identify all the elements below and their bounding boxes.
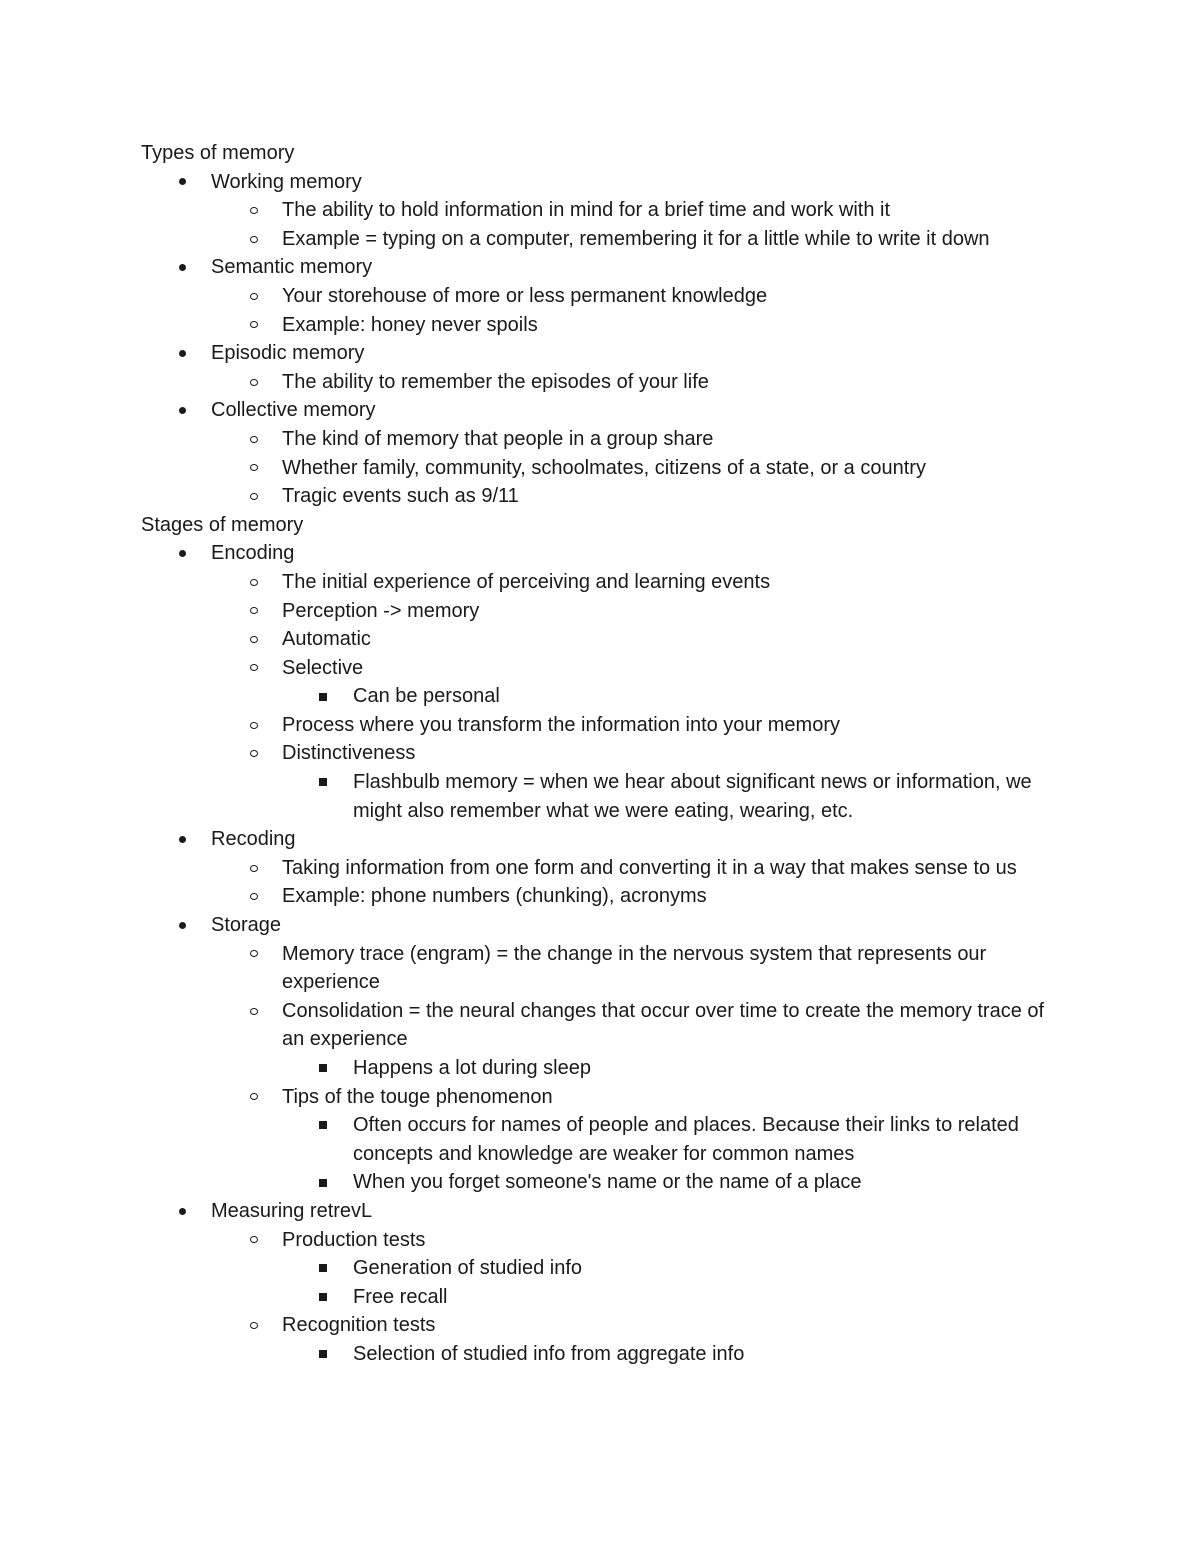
list-item <box>141 1254 1061 1283</box>
bullet-circle-icon <box>250 711 258 740</box>
list-item-text: Storage <box>211 914 282 937</box>
list-item-text: When you forget someone's name or the name of a place <box>353 1171 862 1194</box>
list-item <box>141 1311 1061 1340</box>
list-item <box>141 1083 1061 1112</box>
list-item-text: Automatic <box>282 628 371 651</box>
bullet-square-icon <box>319 682 327 711</box>
list-item <box>141 1197 1061 1226</box>
list-item-text: Episodic memory <box>211 342 365 365</box>
list-item <box>141 768 1061 825</box>
bullet-circle-icon <box>250 940 258 969</box>
bullet-circle-icon <box>250 311 258 340</box>
list-item-text: Tragic events such as 9/11 <box>282 485 519 508</box>
list-item <box>141 711 1061 740</box>
bullet-dot-icon <box>179 339 186 368</box>
bullet-circle-icon <box>250 997 258 1026</box>
list-item <box>141 1111 1061 1168</box>
bullet-circle-icon <box>250 854 258 883</box>
bullet-square-icon <box>319 1111 327 1140</box>
list-item-text: Types of memory <box>141 142 295 164</box>
list-item <box>141 911 1061 940</box>
list-item-text: Whether family, community, schoolmates, citizens of a state, or a country <box>282 456 926 479</box>
list-item <box>141 454 1061 483</box>
list-item-text: Perception -> memory <box>282 599 480 622</box>
list-item <box>141 1054 1061 1083</box>
bullet-circle-icon <box>250 425 258 454</box>
list-item <box>141 997 1061 1054</box>
list-item-text: Process where you transform the information into your memory <box>282 713 840 736</box>
bullet-circle-icon <box>250 739 258 768</box>
bullet-dot-icon <box>179 539 186 568</box>
bullet-circle-icon <box>250 654 258 683</box>
list-item-text: Production tests <box>282 1228 426 1251</box>
list-item-text: The ability to remember the episodes of your life <box>282 370 709 393</box>
bullet-dot-icon <box>179 825 186 854</box>
bullet-circle-icon <box>250 482 258 511</box>
bullet-circle-icon <box>250 368 258 397</box>
bullet-circle-icon <box>250 454 258 483</box>
list-item-text: Consolidation = the neural changes that occur over time to create the memory trace of an experience <box>282 999 1045 1051</box>
list-item <box>141 253 1061 282</box>
list-item-text: Selective <box>282 656 364 679</box>
bullet-circle-icon <box>250 225 258 254</box>
list-item-text: Your storehouse of more or less permanent knowledge <box>282 284 768 307</box>
list-item-text: Free recall <box>353 1285 448 1308</box>
list-item-text: Encoding <box>211 542 295 565</box>
bullet-circle-icon <box>250 625 258 654</box>
list-item <box>141 282 1061 311</box>
list-item <box>141 539 1061 568</box>
list-item <box>141 882 1061 911</box>
list-item <box>141 225 1061 254</box>
bullet-circle-icon <box>250 882 258 911</box>
list-item <box>141 196 1061 225</box>
list-item <box>141 368 1061 397</box>
list-item-text: Tips of the touge phenomenon <box>282 1085 553 1108</box>
list-item <box>141 311 1061 340</box>
bullet-square-icon <box>319 1283 327 1312</box>
list-item-text: Example: honey never spoils <box>282 313 538 336</box>
bullet-square-icon <box>319 1254 327 1283</box>
bullet-circle-icon <box>250 1311 258 1340</box>
list-item <box>141 825 1061 854</box>
bullet-dot-icon <box>179 911 186 940</box>
bullet-square-icon <box>319 1054 327 1083</box>
list-item <box>141 739 1061 768</box>
list-item-text: Working memory <box>211 170 362 193</box>
list-item-text: Taking information from one form and converting it in a way that makes sense to us <box>282 856 1017 879</box>
list-item-text: Distinctiveness <box>282 742 416 765</box>
list-item <box>141 625 1061 654</box>
list-item-text: The ability to hold information in mind for a brief time and work with it <box>282 199 891 222</box>
bullet-dot-icon <box>179 1197 186 1226</box>
list-item-text: Generation of studied info <box>353 1257 583 1280</box>
list-item-text: Collective memory <box>211 399 376 422</box>
list-item <box>141 597 1061 626</box>
bullet-circle-icon <box>250 1226 258 1255</box>
section-heading <box>141 511 1061 540</box>
bullet-dot-icon <box>179 396 186 425</box>
bullet-dot-icon <box>179 253 186 282</box>
bullet-dot-icon <box>179 168 186 197</box>
list-item-text: The kind of memory that people in a group share <box>282 427 714 450</box>
bullet-square-icon <box>319 1168 327 1197</box>
list-item <box>141 1168 1061 1197</box>
list-item <box>141 1226 1061 1255</box>
list-item-text: Memory trace (engram) = the change in the nervous system that represents our experience <box>282 942 987 994</box>
list-item <box>141 425 1061 454</box>
list-item-text: Measuring retrevL <box>211 1199 373 1222</box>
list-item <box>141 1283 1061 1312</box>
list-item-text: Flashbulb memory = when we hear about significant news or information, we might also remember what we were eating, wearing, etc. <box>353 771 1032 822</box>
list-item <box>141 168 1061 197</box>
list-item <box>141 568 1061 597</box>
list-item <box>141 482 1061 511</box>
list-item <box>141 854 1061 883</box>
bullet-circle-icon <box>250 282 258 311</box>
list-item-text: Can be personal <box>353 685 500 708</box>
bullet-circle-icon <box>250 196 258 225</box>
list-item-text: Semantic memory <box>211 256 373 279</box>
list-item-text: Happens a lot during sleep <box>353 1057 591 1079</box>
bullet-square-icon <box>319 768 327 797</box>
list-item-text: Recognition tests <box>282 1314 436 1337</box>
bullet-circle-icon <box>250 568 258 597</box>
list-item-text: Recoding <box>211 828 296 851</box>
list-item <box>141 682 1061 711</box>
list-item-text: Stages of memory <box>141 513 304 536</box>
document-body <box>141 139 1061 1369</box>
list-item <box>141 339 1061 368</box>
list-item-text: Example = typing on a computer, remembering it for a little while to write it down <box>282 227 990 250</box>
section-heading <box>141 139 1061 168</box>
list-item-text: Example: phone numbers (chunking), acronyms <box>282 885 707 908</box>
list-item <box>141 940 1061 997</box>
list-item-text: Often occurs for names of people and places. Because their links to related concepts and knowledge are weaker for common names <box>353 1114 1019 1165</box>
list-item <box>141 396 1061 425</box>
list-item <box>141 654 1061 683</box>
bullet-circle-icon <box>250 1083 258 1112</box>
list-item-text: The initial experience of perceiving and learning events <box>282 570 771 593</box>
list-item <box>141 1340 1061 1369</box>
bullet-circle-icon <box>250 597 258 626</box>
bullet-square-icon <box>319 1340 327 1369</box>
list-item-text: Selection of studied info from aggregate info <box>353 1342 745 1365</box>
